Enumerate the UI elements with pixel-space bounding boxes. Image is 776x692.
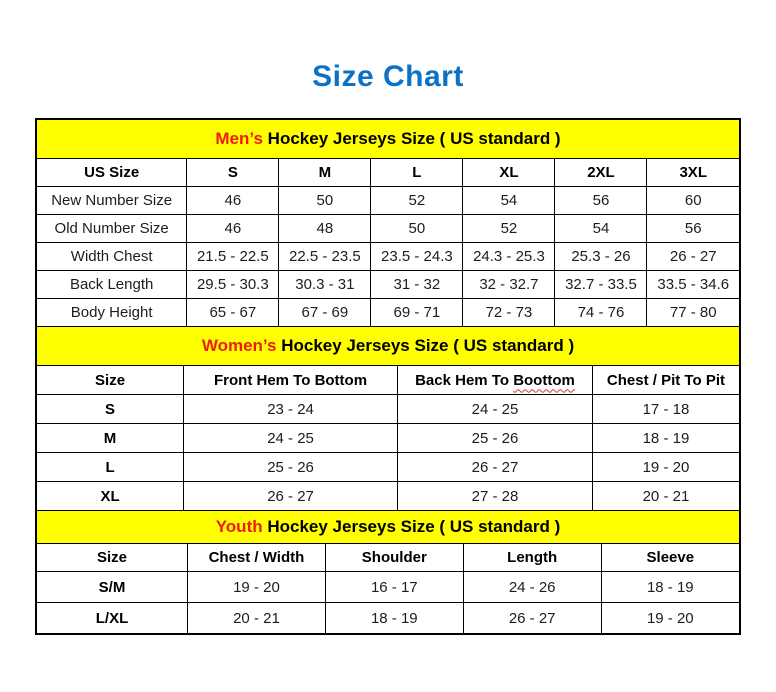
row-label: Old Number Size bbox=[37, 215, 187, 243]
size-value-cell: 20 - 21 bbox=[592, 482, 739, 511]
misspelled-word: Boottom bbox=[513, 371, 575, 389]
row-label: Width Chest bbox=[37, 243, 187, 271]
table-row bbox=[37, 243, 739, 271]
column-header: Sleeve bbox=[601, 544, 739, 572]
size-value-cell: 67 - 69 bbox=[279, 299, 371, 327]
size-value-cell: 56 bbox=[647, 215, 739, 243]
women-section-banner bbox=[37, 326, 739, 366]
row-label: L/XL bbox=[37, 603, 188, 634]
column-header: Size bbox=[37, 366, 184, 395]
size-value-cell: 46 bbox=[187, 187, 279, 215]
size-value-cell: 23 - 24 bbox=[184, 395, 398, 424]
size-value-cell: 24.3 - 25.3 bbox=[463, 243, 555, 271]
size-value-cell: 77 - 80 bbox=[647, 299, 739, 327]
size-value-cell: 20 - 21 bbox=[188, 603, 326, 634]
size-value-cell: 25 - 26 bbox=[398, 424, 593, 453]
youth-section-banner bbox=[37, 510, 739, 544]
column-header: Back Hem To Boottom bbox=[398, 366, 593, 395]
size-value-cell: 74 - 76 bbox=[555, 299, 647, 327]
column-header: Shoulder bbox=[325, 544, 463, 572]
size-value-cell: 26 - 27 bbox=[647, 243, 739, 271]
size-value-cell: 25 - 26 bbox=[184, 453, 398, 482]
size-value-cell: 25.3 - 26 bbox=[555, 243, 647, 271]
column-header: Chest / Width bbox=[188, 544, 326, 572]
row-label: M bbox=[37, 424, 184, 453]
size-value-cell: 18 - 19 bbox=[592, 424, 739, 453]
page-title: Size Chart bbox=[312, 60, 464, 93]
size-value-cell: 29.5 - 30.3 bbox=[187, 271, 279, 299]
size-value-cell: 18 - 19 bbox=[601, 572, 739, 603]
men-banner-highlight: Men’s bbox=[215, 129, 263, 148]
column-header: US Size bbox=[37, 159, 187, 187]
men-size-table bbox=[37, 159, 739, 326]
size-value-cell: 19 - 20 bbox=[592, 453, 739, 482]
size-value-cell: 26 - 27 bbox=[398, 453, 593, 482]
women-size-table bbox=[37, 366, 739, 510]
column-header: L bbox=[371, 159, 463, 187]
table-row bbox=[37, 271, 739, 299]
youth-header-row bbox=[37, 544, 739, 572]
column-header: M bbox=[279, 159, 371, 187]
youth-size-table bbox=[37, 544, 739, 633]
table-row bbox=[37, 453, 739, 482]
size-value-cell: 27 - 28 bbox=[398, 482, 593, 511]
row-label: Back Length bbox=[37, 271, 187, 299]
row-label: L bbox=[37, 453, 184, 482]
row-label: XL bbox=[37, 482, 184, 511]
women-size-section bbox=[37, 326, 739, 510]
size-value-cell: 46 bbox=[187, 215, 279, 243]
column-header: 2XL bbox=[555, 159, 647, 187]
size-value-cell: 72 - 73 bbox=[463, 299, 555, 327]
size-value-cell: 33.5 - 34.6 bbox=[647, 271, 739, 299]
column-header: S bbox=[187, 159, 279, 187]
size-value-cell: 17 - 18 bbox=[592, 395, 739, 424]
men-header-row bbox=[37, 159, 739, 187]
size-value-cell: 30.3 - 31 bbox=[279, 271, 371, 299]
women-banner-text: Hockey Jerseys Size ( US standard ) bbox=[281, 336, 575, 355]
column-header: 3XL bbox=[647, 159, 739, 187]
size-value-cell: 56 bbox=[555, 187, 647, 215]
row-label: New Number Size bbox=[37, 187, 187, 215]
men-banner-text: Hockey Jerseys Size ( US standard ) bbox=[267, 129, 561, 148]
size-value-cell: 26 - 27 bbox=[184, 482, 398, 511]
men-section-banner bbox=[37, 120, 739, 159]
size-value-cell: 26 - 27 bbox=[463, 603, 601, 634]
table-row bbox=[37, 424, 739, 453]
size-value-cell: 24 - 25 bbox=[184, 424, 398, 453]
column-header: Chest / Pit To Pit bbox=[592, 366, 739, 395]
table-row bbox=[37, 482, 739, 511]
table-row bbox=[37, 395, 739, 424]
size-value-cell: 54 bbox=[555, 215, 647, 243]
table-row bbox=[37, 187, 739, 215]
men-size-section bbox=[37, 120, 739, 326]
women-header-row bbox=[37, 366, 739, 395]
size-chart-tables bbox=[35, 118, 741, 635]
youth-size-section bbox=[37, 510, 739, 633]
size-value-cell: 32.7 - 33.5 bbox=[555, 271, 647, 299]
size-value-cell: 54 bbox=[463, 187, 555, 215]
row-label: Body Height bbox=[37, 299, 187, 327]
size-value-cell: 19 - 20 bbox=[188, 572, 326, 603]
column-header: Length bbox=[463, 544, 601, 572]
size-value-cell: 32 - 32.7 bbox=[463, 271, 555, 299]
size-value-cell: 22.5 - 23.5 bbox=[279, 243, 371, 271]
youth-banner-highlight: Youth bbox=[215, 517, 263, 536]
column-header: Size bbox=[37, 544, 188, 572]
size-value-cell: 24 - 26 bbox=[463, 572, 601, 603]
size-value-cell: 48 bbox=[279, 215, 371, 243]
table-row bbox=[37, 299, 739, 327]
size-value-cell: 31 - 32 bbox=[371, 271, 463, 299]
size-value-cell: 52 bbox=[463, 215, 555, 243]
column-header: XL bbox=[463, 159, 555, 187]
column-header: Front Hem To Bottom bbox=[184, 366, 398, 395]
size-value-cell: 18 - 19 bbox=[325, 603, 463, 634]
table-row bbox=[37, 572, 739, 603]
row-label: S bbox=[37, 395, 184, 424]
size-value-cell: 69 - 71 bbox=[371, 299, 463, 327]
women-banner-highlight: Women’s bbox=[201, 336, 277, 355]
table-row bbox=[37, 603, 739, 634]
youth-banner-text: Hockey Jerseys Size ( US standard ) bbox=[267, 517, 561, 536]
size-value-cell: 19 - 20 bbox=[601, 603, 739, 634]
size-value-cell: 16 - 17 bbox=[325, 572, 463, 603]
size-value-cell: 23.5 - 24.3 bbox=[371, 243, 463, 271]
size-value-cell: 52 bbox=[371, 187, 463, 215]
table-row bbox=[37, 215, 739, 243]
size-value-cell: 21.5 - 22.5 bbox=[187, 243, 279, 271]
size-value-cell: 65 - 67 bbox=[187, 299, 279, 327]
row-label: S/M bbox=[37, 572, 188, 603]
size-value-cell: 50 bbox=[279, 187, 371, 215]
size-value-cell: 50 bbox=[371, 215, 463, 243]
size-value-cell: 24 - 25 bbox=[398, 395, 593, 424]
size-value-cell: 60 bbox=[647, 187, 739, 215]
